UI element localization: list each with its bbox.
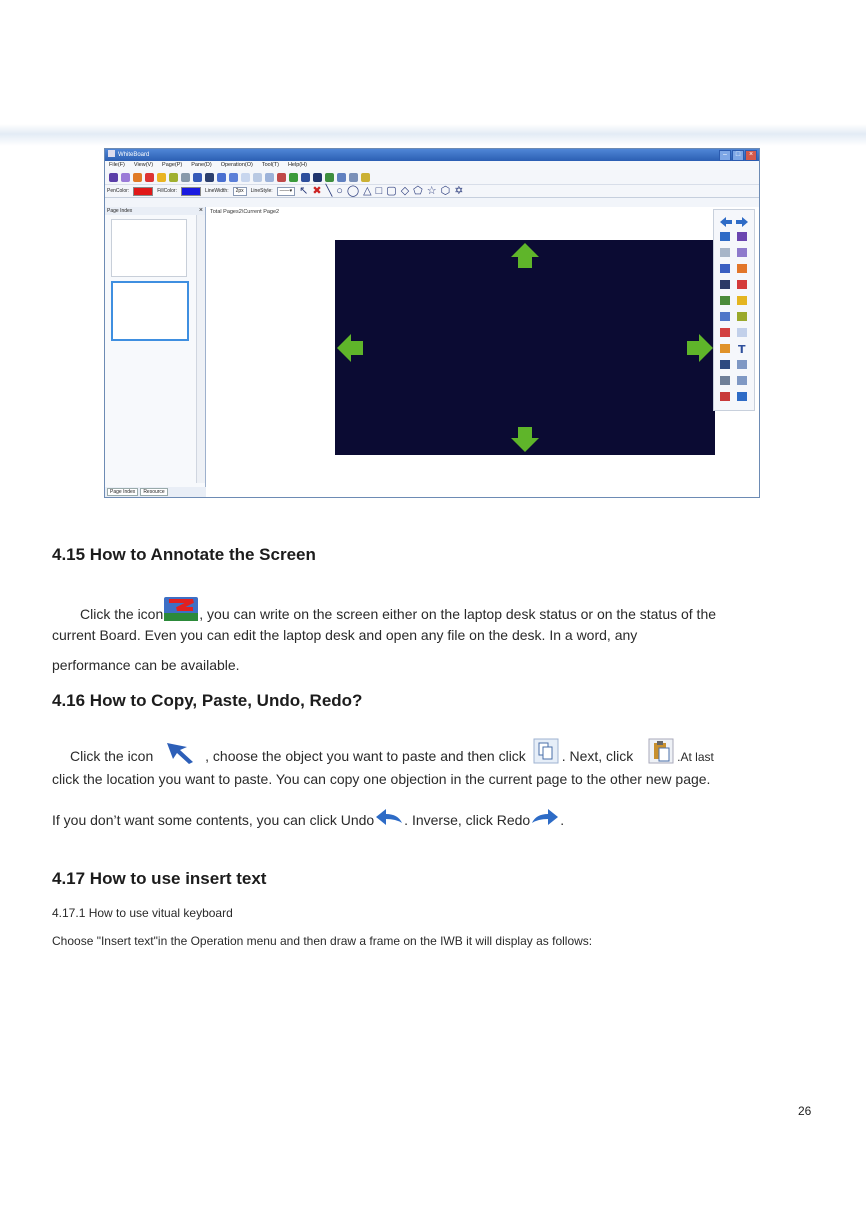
highlighter-icon[interactable] — [157, 173, 166, 182]
save-page-icon[interactable] — [265, 173, 274, 182]
text-segment: . — [560, 812, 565, 828]
shape-icon[interactable] — [301, 173, 310, 182]
line-icon[interactable]: ╲ — [325, 184, 333, 197]
text-segment: , choose the object you want to paste and then click — [205, 748, 526, 764]
fill-color-swatch[interactable] — [181, 187, 201, 196]
page-index-panel — [105, 207, 206, 497]
window-titlebar — [105, 149, 759, 161]
para-4-15-line1 — [80, 595, 716, 626]
window-title: WhiteBoard — [118, 152, 150, 158]
fill-color-label: FillColor: — [157, 188, 177, 194]
black-screen-icon[interactable] — [313, 173, 322, 182]
menu-pane[interactable]: Pane(D) — [191, 162, 212, 168]
new-page-icon[interactable] — [253, 173, 262, 182]
up-arrow-icon — [511, 243, 539, 268]
zoom-icon[interactable] — [337, 173, 346, 182]
para-4-16-line1 — [70, 737, 714, 768]
text-segment: Click the icon — [80, 606, 164, 622]
heading-4-16: 4.16 How to Copy, Paste, Undo, Redo? — [52, 691, 363, 710]
text-segment: , you can write on the screen either on the laptop desk status or on the status of the — [199, 606, 717, 622]
star-icon[interactable]: ☆ — [426, 184, 437, 197]
tab-resource[interactable]: Resource — [140, 488, 167, 496]
menu-bar — [105, 161, 759, 170]
keyboard-icon[interactable] — [229, 173, 238, 182]
refresh-icon — [737, 392, 747, 401]
para-4-15-line3: performance can be available. — [52, 657, 240, 673]
para-4-17-1: Choose "Insert text"in the Operation menu and then draw a frame on the IWB it will display as follows: — [52, 934, 593, 948]
pen-color-label: PenColor: — [107, 188, 130, 194]
keyboard-tool-icon — [720, 312, 730, 321]
subheading-4-17-1: 4.17.1 How to use vitual keyboard — [52, 906, 233, 920]
para-4-16-line2: click the location you want to paste. You can copy one objection in the current page to the other new page. — [52, 771, 711, 787]
navigation-arrows — [335, 240, 715, 455]
red-pen-icon[interactable] — [145, 173, 154, 182]
copy-icon — [532, 737, 560, 768]
page-thumbnail-2[interactable] — [111, 281, 189, 341]
triangle-icon[interactable]: △ — [363, 184, 372, 197]
app-icon — [108, 150, 115, 157]
pen-tool-icon[interactable] — [109, 173, 118, 182]
flower-icon — [720, 344, 730, 353]
close-button[interactable]: × — [745, 150, 757, 161]
circle-icon[interactable]: ○ — [336, 184, 343, 197]
menu-tool[interactable]: Tool(T) — [261, 162, 279, 168]
text-segment: If you don’t want some contents, you can click Undo — [52, 812, 375, 828]
text-segment: .At last — [677, 750, 714, 764]
eraser-tool-icon — [720, 248, 730, 257]
page-tool-icon — [737, 328, 747, 337]
pentagon-icon[interactable]: ⬠ — [413, 184, 423, 197]
pencil-icon — [737, 248, 747, 257]
dark-screen-area[interactable] — [335, 240, 715, 455]
page-number: 26 — [798, 1104, 812, 1118]
paste-icon — [647, 737, 675, 768]
board-tool-icon — [720, 264, 730, 273]
marker-icon[interactable] — [169, 173, 178, 182]
heading-4-17: 4.17 How to use insert text — [52, 869, 267, 888]
menu-file[interactable]: File(F) — [109, 162, 125, 168]
ellipse-icon[interactable]: ◯ — [346, 184, 360, 197]
undo-icon — [720, 217, 732, 227]
marker-tool-icon — [737, 312, 747, 321]
whiteboard-screenshot — [104, 148, 760, 498]
rectangle-icon[interactable]: □ — [375, 184, 383, 197]
annotate-tool-icon — [720, 392, 730, 401]
left-arrow-icon — [337, 334, 363, 362]
line-style-label: LineStyle: — [250, 188, 273, 194]
text-segment: Click the icon — [70, 748, 154, 764]
redo-icon — [530, 807, 560, 832]
text-segment: . Next, click — [561, 748, 634, 764]
line-width-select[interactable]: 2px — [233, 187, 247, 196]
menu-operation[interactable]: Operation(O) — [220, 162, 253, 168]
arrow-select-icon[interactable]: ↖ — [299, 184, 309, 197]
toolbox-icons — [714, 210, 754, 410]
redo-icon — [736, 217, 748, 227]
back-arrow-icon[interactable] — [325, 173, 334, 182]
hexagon-icon[interactable]: ⬡ — [440, 184, 451, 197]
menu-help[interactable]: Help(H) — [287, 162, 307, 168]
panel-scrollbar[interactable] — [196, 215, 205, 483]
capture-icon[interactable] — [217, 173, 226, 182]
palette-tool-icon — [737, 264, 747, 273]
page-index-title: Page Index — [107, 208, 133, 214]
starburst-icon[interactable]: ✡ — [454, 184, 464, 197]
down-arrow-icon — [511, 427, 539, 452]
para-4-15-line2: current Board. Even you can edit the laptop desk and open any file on the desk. In a word, any — [52, 627, 638, 643]
square-icon[interactable]: ▢ — [386, 184, 397, 197]
zoom-out-icon — [737, 376, 747, 385]
menu-view[interactable]: View(V) — [133, 162, 154, 168]
spotlight-icon — [720, 376, 730, 385]
delete-icon[interactable]: ✖ — [312, 184, 322, 197]
text-tool-icon: T — [738, 343, 746, 356]
lock-icon[interactable] — [361, 173, 370, 182]
heading-4-15: 4.15 How to Annotate the Screen — [52, 545, 316, 564]
palette-icon[interactable] — [133, 173, 142, 182]
pen-icon — [737, 232, 747, 241]
screen-tool-icon — [720, 280, 730, 289]
header-band — [0, 124, 866, 146]
page-thumbnail-1[interactable] — [111, 219, 187, 277]
panel-tabs — [105, 487, 207, 497]
select-icon — [720, 232, 730, 241]
page-count-info: Total Pages2\Current Page2 — [210, 209, 280, 215]
fill-icon[interactable] — [289, 173, 298, 182]
line-style-select[interactable]: ——▾ — [277, 187, 296, 196]
highlighter-tool-icon — [737, 296, 747, 305]
board-icon[interactable] — [205, 173, 214, 182]
line-width-label: LineWidth: — [204, 188, 229, 194]
right-arrow-icon — [687, 334, 713, 362]
clock-icon[interactable] — [349, 173, 358, 182]
floating-toolbox — [713, 209, 755, 411]
delete-page-icon[interactable] — [277, 173, 286, 182]
close-panel-icon[interactable]: × — [198, 207, 203, 214]
pen-color-swatch[interactable] — [133, 187, 153, 196]
property-bar — [105, 185, 759, 198]
menu-page[interactable]: Page(P) — [162, 162, 183, 168]
maximize-button[interactable]: □ — [732, 150, 744, 161]
board-canvas[interactable] — [206, 207, 759, 497]
undo-icon — [374, 807, 404, 832]
red-pen-tool-icon — [737, 280, 747, 289]
minimize-button[interactable]: – — [719, 150, 731, 161]
screen-icon[interactable] — [193, 173, 202, 182]
select-arrow-icon — [165, 741, 197, 768]
capture-tool-icon — [720, 328, 730, 337]
photo-icon — [720, 296, 730, 305]
page-index-header — [105, 207, 205, 215]
main-toolbar — [105, 170, 759, 185]
zoom-in-icon — [737, 360, 747, 369]
para-4-16-line3 — [52, 807, 564, 832]
camera-icon — [720, 360, 730, 369]
window-controls — [719, 150, 757, 161]
brush-icon[interactable] — [121, 173, 130, 182]
annotate-icon — [163, 595, 199, 626]
diamond-icon[interactable]: ◇ — [400, 184, 410, 197]
tab-page-index[interactable]: Page Index — [107, 488, 138, 496]
text-segment: . Inverse, click Redo — [404, 812, 531, 828]
eraser-icon[interactable] — [181, 173, 190, 182]
page-icon[interactable] — [241, 173, 250, 182]
